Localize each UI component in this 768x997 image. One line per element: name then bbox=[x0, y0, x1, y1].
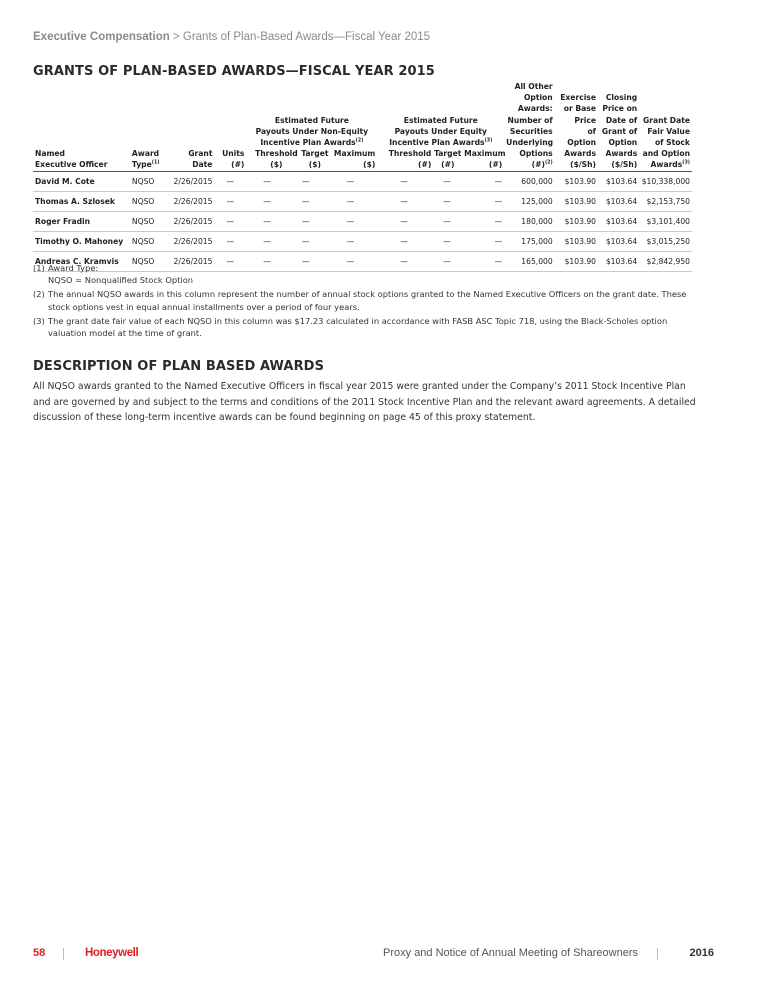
header-award-type: Award Type$^{(1)}$ bbox=[131, 149, 160, 170]
breadcrumb-page: Grants of Plan-Based Awards—Fiscal Year 2015 bbox=[182, 31, 431, 43]
footer-divider bbox=[657, 948, 658, 960]
exercise-price-value: $103.90 bbox=[555, 251, 598, 271]
page-number: 58 bbox=[33, 947, 46, 959]
header-closing-price: Closing Price on Date of Grant of Option Awards ($/Sh) bbox=[601, 93, 638, 170]
ne-threshold-value: — bbox=[246, 211, 287, 231]
officer-name: Timothy O. Mahoney bbox=[33, 231, 130, 251]
grant-date: 2/26/2015 bbox=[168, 231, 214, 251]
grants-table bbox=[33, 81, 692, 272]
eq-target-value: — bbox=[431, 231, 463, 251]
honeywell-logo: Honeywell bbox=[85, 947, 139, 959]
units-value: — bbox=[214, 231, 246, 251]
eq-threshold-value: — bbox=[377, 211, 431, 231]
eq-maximum-value: — bbox=[463, 171, 504, 191]
options-value: 180,000 bbox=[504, 211, 555, 231]
ne-target-value: — bbox=[288, 191, 324, 211]
header-ne-maximum: Maximum ($) bbox=[333, 149, 376, 170]
breadcrumb-separator: > bbox=[169, 31, 183, 43]
fair-value-value: $2,842,950 bbox=[639, 251, 692, 271]
eq-maximum-value: — bbox=[463, 231, 504, 251]
fair-value-value: $10,338,000 bbox=[639, 171, 692, 191]
options-value: 175,000 bbox=[504, 231, 555, 251]
header-eq-threshold: Threshold (#) bbox=[388, 149, 432, 170]
ne-maximum-value: — bbox=[324, 251, 378, 271]
header-non-equity-group: Estimated Future Payouts Under Non-Equity Incentive Plan Awards$^{(2)}$ Threshold ($) Target ($) Maximum ($) bbox=[255, 115, 376, 170]
header-grant-fair-value: Grant Date Fair Value of Stock and Option Awards$^{(3)}$ bbox=[642, 115, 690, 170]
ne-target-value: — bbox=[288, 171, 324, 191]
header-exercise-price: Exercise or Base Price of Option Awards ($/Sh) bbox=[560, 93, 596, 170]
ne-target-value: — bbox=[288, 231, 324, 251]
ne-maximum-value: — bbox=[324, 211, 378, 231]
header-other-option-awards: All Other Option Awards: Number of Securities Underlying Options (#)$^{(2)}$ bbox=[506, 82, 554, 170]
eq-maximum-value: — bbox=[463, 191, 504, 211]
exercise-price-value: $103.90 bbox=[555, 171, 598, 191]
header-named-officer: Named Executive Officer bbox=[35, 149, 108, 170]
header-equity-group: Estimated Future Payouts Under Equity Incentive Plan Awards$^{(3)}$ Threshold (#) Target (#) Maximum (#) bbox=[388, 115, 506, 170]
closing-price-value: $103.64 bbox=[598, 191, 639, 211]
eq-target-value: — bbox=[431, 211, 463, 231]
table-header-row bbox=[33, 81, 692, 171]
grant-date: 2/26/2015 bbox=[168, 211, 214, 231]
eq-target-value: — bbox=[431, 191, 463, 211]
fair-value-value: $2,153,750 bbox=[639, 191, 692, 211]
closing-price-value: $103.64 bbox=[598, 251, 639, 271]
fair-value-value: $3,015,250 bbox=[639, 231, 692, 251]
grant-date: 2/26/2015 bbox=[168, 171, 214, 191]
officer-name: Roger Fradin bbox=[33, 211, 130, 231]
footnote-3: (3) The grant date fair value of each NQSO in this column was $17.23 calculated in accordance with FASB ASC Topic 718, using the Black-Scholes option valuation model at the time of grant. bbox=[33, 315, 668, 339]
table-title: GRANTS OF PLAN-BASED AWARDS—FISCAL YEAR 2015 bbox=[33, 64, 435, 79]
closing-price-value: $103.64 bbox=[598, 171, 639, 191]
officer-name: David M. Cote bbox=[33, 171, 130, 191]
eq-target-value: — bbox=[431, 251, 463, 271]
footnote-2: (2) The annual NQSO awards in this column represent the number of annual stock options granted to the Named Executive Officers on the grant date. These stock options vest in equal annual installments over a period of four years. bbox=[33, 289, 687, 312]
options-value: 125,000 bbox=[504, 191, 555, 211]
header-grant-date: Grant Date bbox=[188, 149, 213, 170]
fair-value-value: $3,101,400 bbox=[639, 211, 692, 231]
page-footer bbox=[33, 947, 714, 963]
table-row bbox=[33, 191, 692, 211]
options-value: 600,000 bbox=[504, 171, 555, 191]
header-eq-maximum: Maximum (#) bbox=[464, 149, 506, 170]
ne-maximum-value: — bbox=[324, 231, 378, 251]
ne-threshold-value: — bbox=[246, 171, 287, 191]
header-eq-target: Target (#) bbox=[434, 149, 462, 170]
header-ne-threshold: Threshold ($) bbox=[255, 149, 298, 170]
award-type: NQSO bbox=[130, 211, 168, 231]
eq-maximum-value: — bbox=[463, 251, 504, 271]
ne-threshold-value: — bbox=[246, 191, 287, 211]
ne-target-value: — bbox=[288, 211, 324, 231]
eq-target-value: — bbox=[431, 171, 463, 191]
officer-name: Andreas C. Kramvis bbox=[33, 251, 130, 271]
header-ne-target: Target ($) bbox=[301, 149, 329, 170]
eq-threshold-value: — bbox=[377, 191, 431, 211]
units-value: — bbox=[214, 251, 246, 271]
options-value: 165,000 bbox=[504, 251, 555, 271]
award-type: NQSO bbox=[130, 231, 168, 251]
ne-threshold-value: — bbox=[246, 231, 287, 251]
exercise-price-value: $103.90 bbox=[555, 191, 598, 211]
eq-threshold-value: — bbox=[377, 251, 431, 271]
units-value: — bbox=[214, 191, 246, 211]
exercise-price-value: $103.90 bbox=[555, 211, 598, 231]
footnotes bbox=[33, 262, 703, 341]
eq-threshold-value: — bbox=[377, 171, 431, 191]
award-type: NQSO bbox=[130, 171, 168, 191]
table-row bbox=[33, 171, 692, 191]
units-value: — bbox=[214, 211, 246, 231]
ne-threshold-value: — bbox=[246, 251, 287, 271]
grant-date: 2/26/2015 bbox=[168, 251, 214, 271]
eq-threshold-value: — bbox=[377, 231, 431, 251]
closing-price-value: $103.64 bbox=[598, 211, 639, 231]
description-title: DESCRIPTION OF PLAN BASED AWARDS bbox=[33, 359, 325, 374]
description-paragraph: All NQSO awards granted to the Named Executive Officers in fiscal year 2015 were granted under the Company’s 2011 Stock Incentive Plan and are governed by and subject to the terms and conditions of the 2011 Stock Incentive Plan and the relevant award agreements. A detailed discussion of these long-term incentive awards can be found beginning on page 45 of this proxy statement. bbox=[33, 381, 696, 423]
header-units: Units (#) bbox=[222, 149, 245, 170]
units-value: — bbox=[214, 171, 246, 191]
report-year: 2016 bbox=[689, 947, 714, 959]
breadcrumb-section[interactable]: Executive Compensation bbox=[33, 31, 170, 43]
report-title: Proxy and Notice of Annual Meeting of Shareowners bbox=[383, 947, 638, 959]
ne-maximum-value: — bbox=[324, 171, 378, 191]
ne-target-value: — bbox=[288, 251, 324, 271]
table-row bbox=[33, 211, 692, 231]
footer-divider bbox=[63, 948, 64, 960]
grant-date: 2/26/2015 bbox=[168, 191, 214, 211]
award-type: NQSO bbox=[130, 251, 168, 271]
eq-maximum-value: — bbox=[463, 211, 504, 231]
table-row bbox=[33, 231, 692, 251]
closing-price-value: $103.64 bbox=[598, 231, 639, 251]
footnote-1: (1) Award Type: NQSO = Nonqualified Stock Option bbox=[33, 263, 194, 286]
ne-maximum-value: — bbox=[324, 191, 378, 211]
officer-name: Thomas A. Szlosek bbox=[33, 191, 130, 211]
breadcrumb bbox=[33, 31, 430, 43]
exercise-price-value: $103.90 bbox=[555, 231, 598, 251]
award-type: NQSO bbox=[130, 191, 168, 211]
